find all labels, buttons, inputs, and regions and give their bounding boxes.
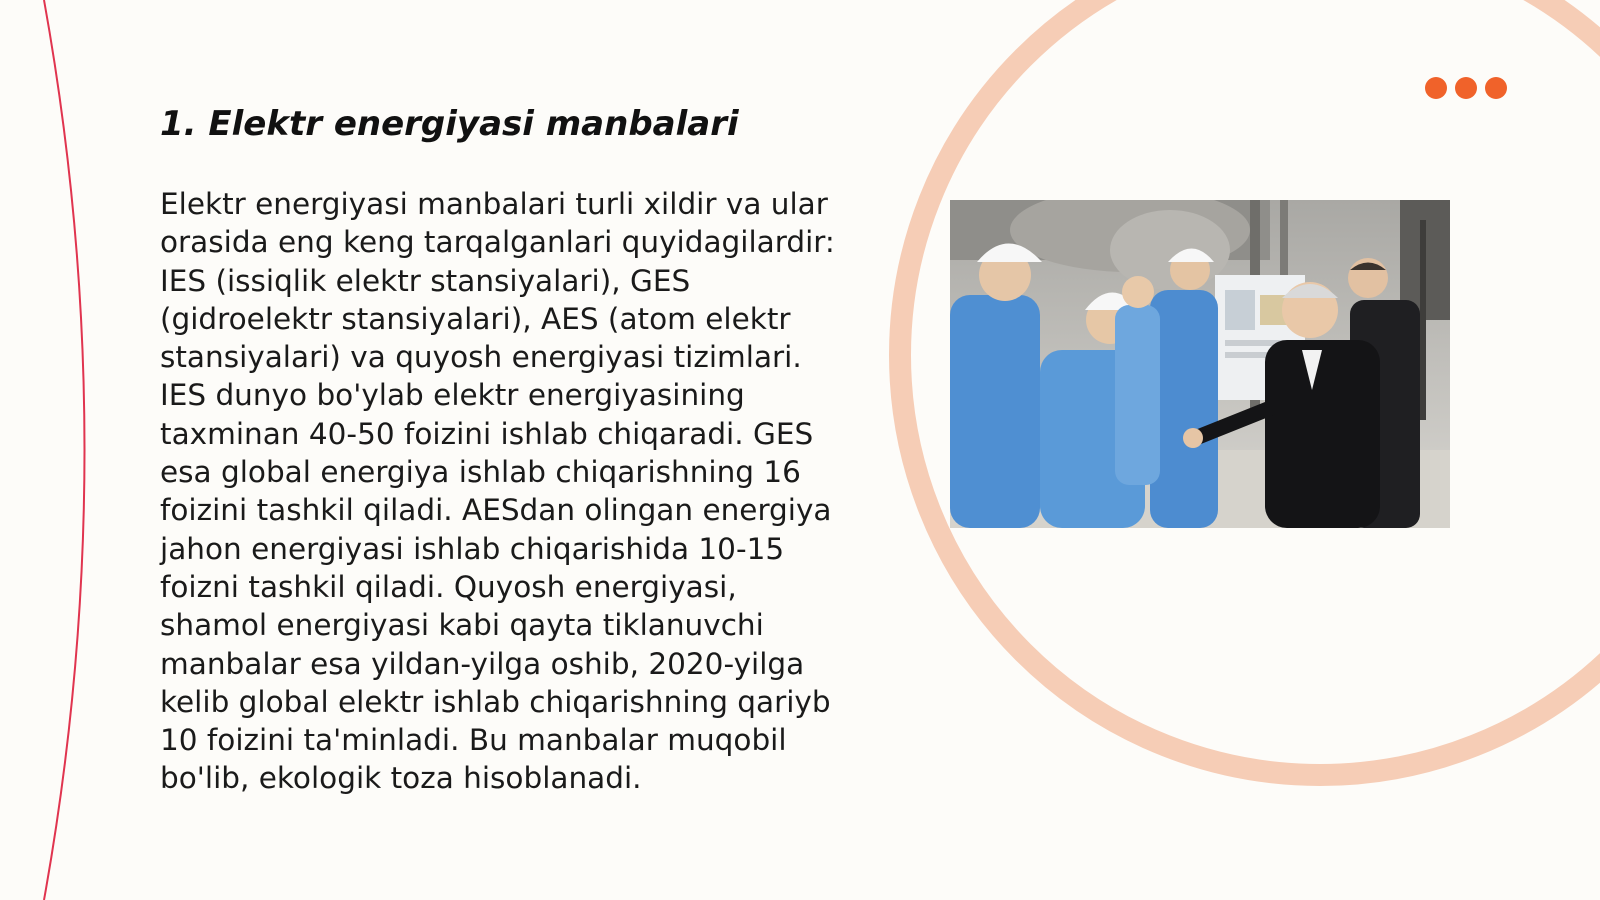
dot [1485, 77, 1507, 99]
slide-title: 1. Elektr energiyasi manbalari [160, 104, 739, 144]
body-paragraph: Elektr energiyasi manbalari turli xildir va ular orasida eng keng tarqalganlari quyidagilardir: IES (issiqlik elektr stansiyalari), GES (gidroelektr stansiyalari), AES (atom elektr stansiyalari) va quyosh energiyasi tizimlari. IES dunyo bo'ylab elektr energiyasining taxminan 40-50 foizini ishlab chiqaradi. GES esa global energiya ishlab chiqarishning 16 foizini tashkil qiladi. AESdan olingan energiya jahon energiyasi ishlab chiqarishida 10-15 foizni tashkil qiladi. Quyosh energiyasi, shamol energiyasi kabi qayta tiklanuvchi manbalar esa yildan-yilga oshib, 2020-yilga kelib global elektr ishlab chiqarishning qariyb 10 foizini ta'minladi. Bu manbalar muqobil bo'lib, ekologik toza hisoblanadi. [160, 187, 835, 796]
photo-handshake-at-plant [950, 200, 1450, 528]
left-curve-line [44, 0, 85, 900]
dot [1425, 77, 1447, 99]
dot [1455, 77, 1477, 99]
three-dots-icon [1425, 77, 1507, 99]
